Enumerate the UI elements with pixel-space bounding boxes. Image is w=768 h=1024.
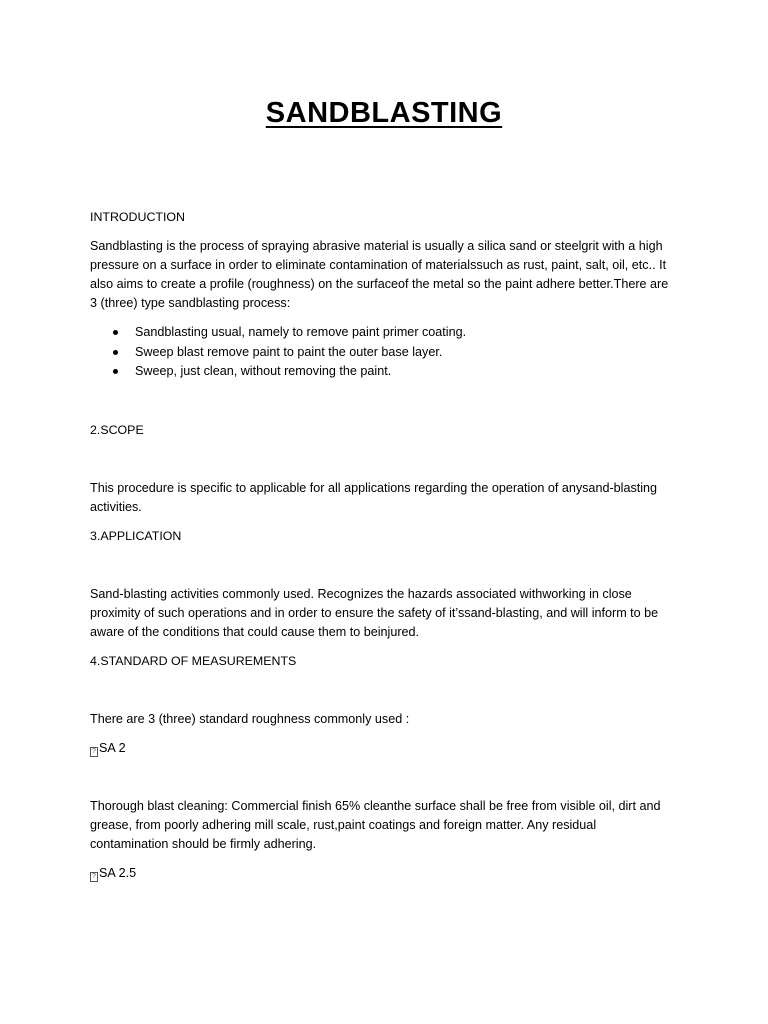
intro-heading: INTRODUCTION [90,210,185,224]
application-heading: 3.APPLICATION [90,529,182,543]
sa2-line: grease, from poorly adhering mill scale, rust,paint coatings and foreign matter. Any residual [90,818,597,832]
scope-line: activities. [90,500,142,514]
bullet-item [90,362,466,382]
standard-heading: 4.STANDARD OF MEASUREMENTS [90,654,297,668]
intro-line: Sandblasting is the process of spraying abrasive material is usually a silica sand or steelgrit with a high [90,239,663,253]
sa25-label-text: SA 2.5 [99,866,137,880]
standard-intro: There are 3 (three) standard roughness commonly used : [90,712,410,726]
intro-line: pressure on a surface in order to eliminate contamination of materialssuch as rust, paint, salt, oil, etc.. It [90,258,667,272]
bullet-item [90,343,466,363]
sa2-label [90,739,690,758]
sa2-label-text: SA 2 [99,741,126,755]
application-line: aware of the conditions that could cause them to beinjured. [90,625,420,639]
bullet-text: Sweep blast remove paint to paint the outer base layer. [135,344,443,359]
sa2-line: contamination should be firmly adhering. [90,837,317,851]
bullet-item [90,323,466,343]
bullet-text: Sweep, just clean, without removing the paint. [135,364,392,378]
bullet-icon [113,350,118,355]
sa25-label [90,864,690,883]
application-line: Sand-blasting activities commonly used. Recognizes the hazards associated withworking in close [90,587,632,601]
application-line: proximity of such operations and in order to ensure the safety of it’ssand-blasting, and will inform to be [90,606,659,620]
missing-glyph-icon: ? [90,872,98,882]
document-title: SANDBLASTING [265,97,503,129]
scope-heading: 2.SCOPE [90,423,144,437]
process-bullet-list [90,323,466,382]
scope-line: This procedure is specific to applicable for all applications regarding the operation of anysand-blasting [90,481,658,495]
bullet-text: Sandblasting usual, namely to remove paint primer coating. [135,325,467,339]
sa2-line: Thorough blast cleaning: Commercial finish 65% cleanthe surface shall be free from visible oil, dirt and [90,799,661,813]
intro-line: 3 (three) type sandblasting process: [90,296,291,310]
missing-glyph-icon: ? [90,747,98,757]
bullet-icon [113,369,118,374]
intro-line: also aims to create a profile (roughness) on the surfaceof the metal so the paint adhere better.There are [90,277,669,291]
bullet-icon [113,330,118,335]
